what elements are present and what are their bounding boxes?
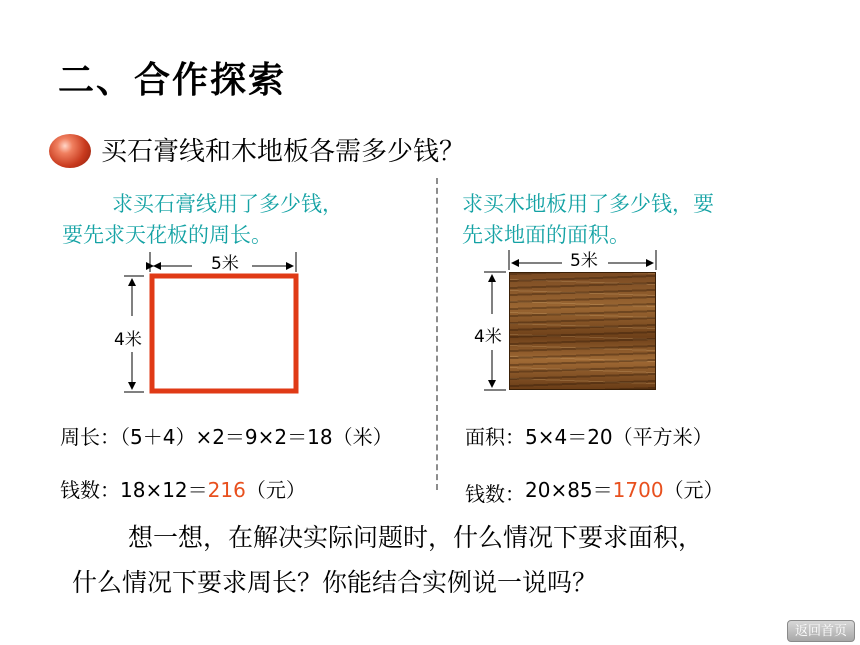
right-cost-unit: （元） [663, 478, 724, 502]
left-cost-expression: 18×12＝ [120, 478, 208, 502]
ball-icon [49, 134, 91, 168]
area-label: 面积： [465, 425, 525, 449]
area-expression: 5×4＝20（平方米） [525, 425, 713, 449]
left-cost-value: 216 [207, 478, 246, 502]
perimeter-line [60, 421, 393, 450]
right-cost-expression: 20×85＝ [525, 478, 613, 502]
divider [436, 178, 438, 490]
prompt-line1: 想一想，在解决实际问题时，什么情况下要求面积， [128, 523, 704, 552]
right-hint-line1: 求买木地板用了多少钱，要 [462, 192, 714, 216]
question-text: 买石膏线和木地板各需多少钱？ [101, 137, 466, 167]
wood-floor-image [509, 272, 656, 390]
right-hint-line2: 先求地面的面积。 [462, 223, 630, 247]
right-height-label: 4米 [474, 327, 502, 347]
left-cost-label: 钱数： [60, 478, 120, 502]
home-button[interactable]: 返回首页 [787, 620, 855, 642]
right-cost-line [465, 474, 724, 506]
left-cost-line [60, 474, 306, 503]
left-hint-line1: 求买石膏线用了多少钱， [112, 192, 343, 216]
left-width-label: 5米 [211, 254, 239, 274]
ceiling-rect [152, 276, 296, 391]
page-title: 二、合作探索 [58, 60, 287, 101]
left-height-label: 4米 [114, 330, 142, 350]
perimeter-expression: （5＋4）×2＝9×2＝18（米） [120, 425, 393, 449]
perimeter-label: 周长： [60, 425, 120, 449]
right-cost-label: 钱数： [465, 482, 525, 506]
right-cost-value: 1700 [612, 478, 664, 502]
left-cost-unit: （元） [245, 478, 306, 502]
prompt-line2: 什么情况下要求周长？你能结合实例说一说吗？ [72, 568, 598, 597]
area-line [465, 421, 713, 450]
left-hint-line2: 要先求天花板的周长。 [62, 223, 272, 247]
right-width-label: 5米 [570, 251, 598, 271]
